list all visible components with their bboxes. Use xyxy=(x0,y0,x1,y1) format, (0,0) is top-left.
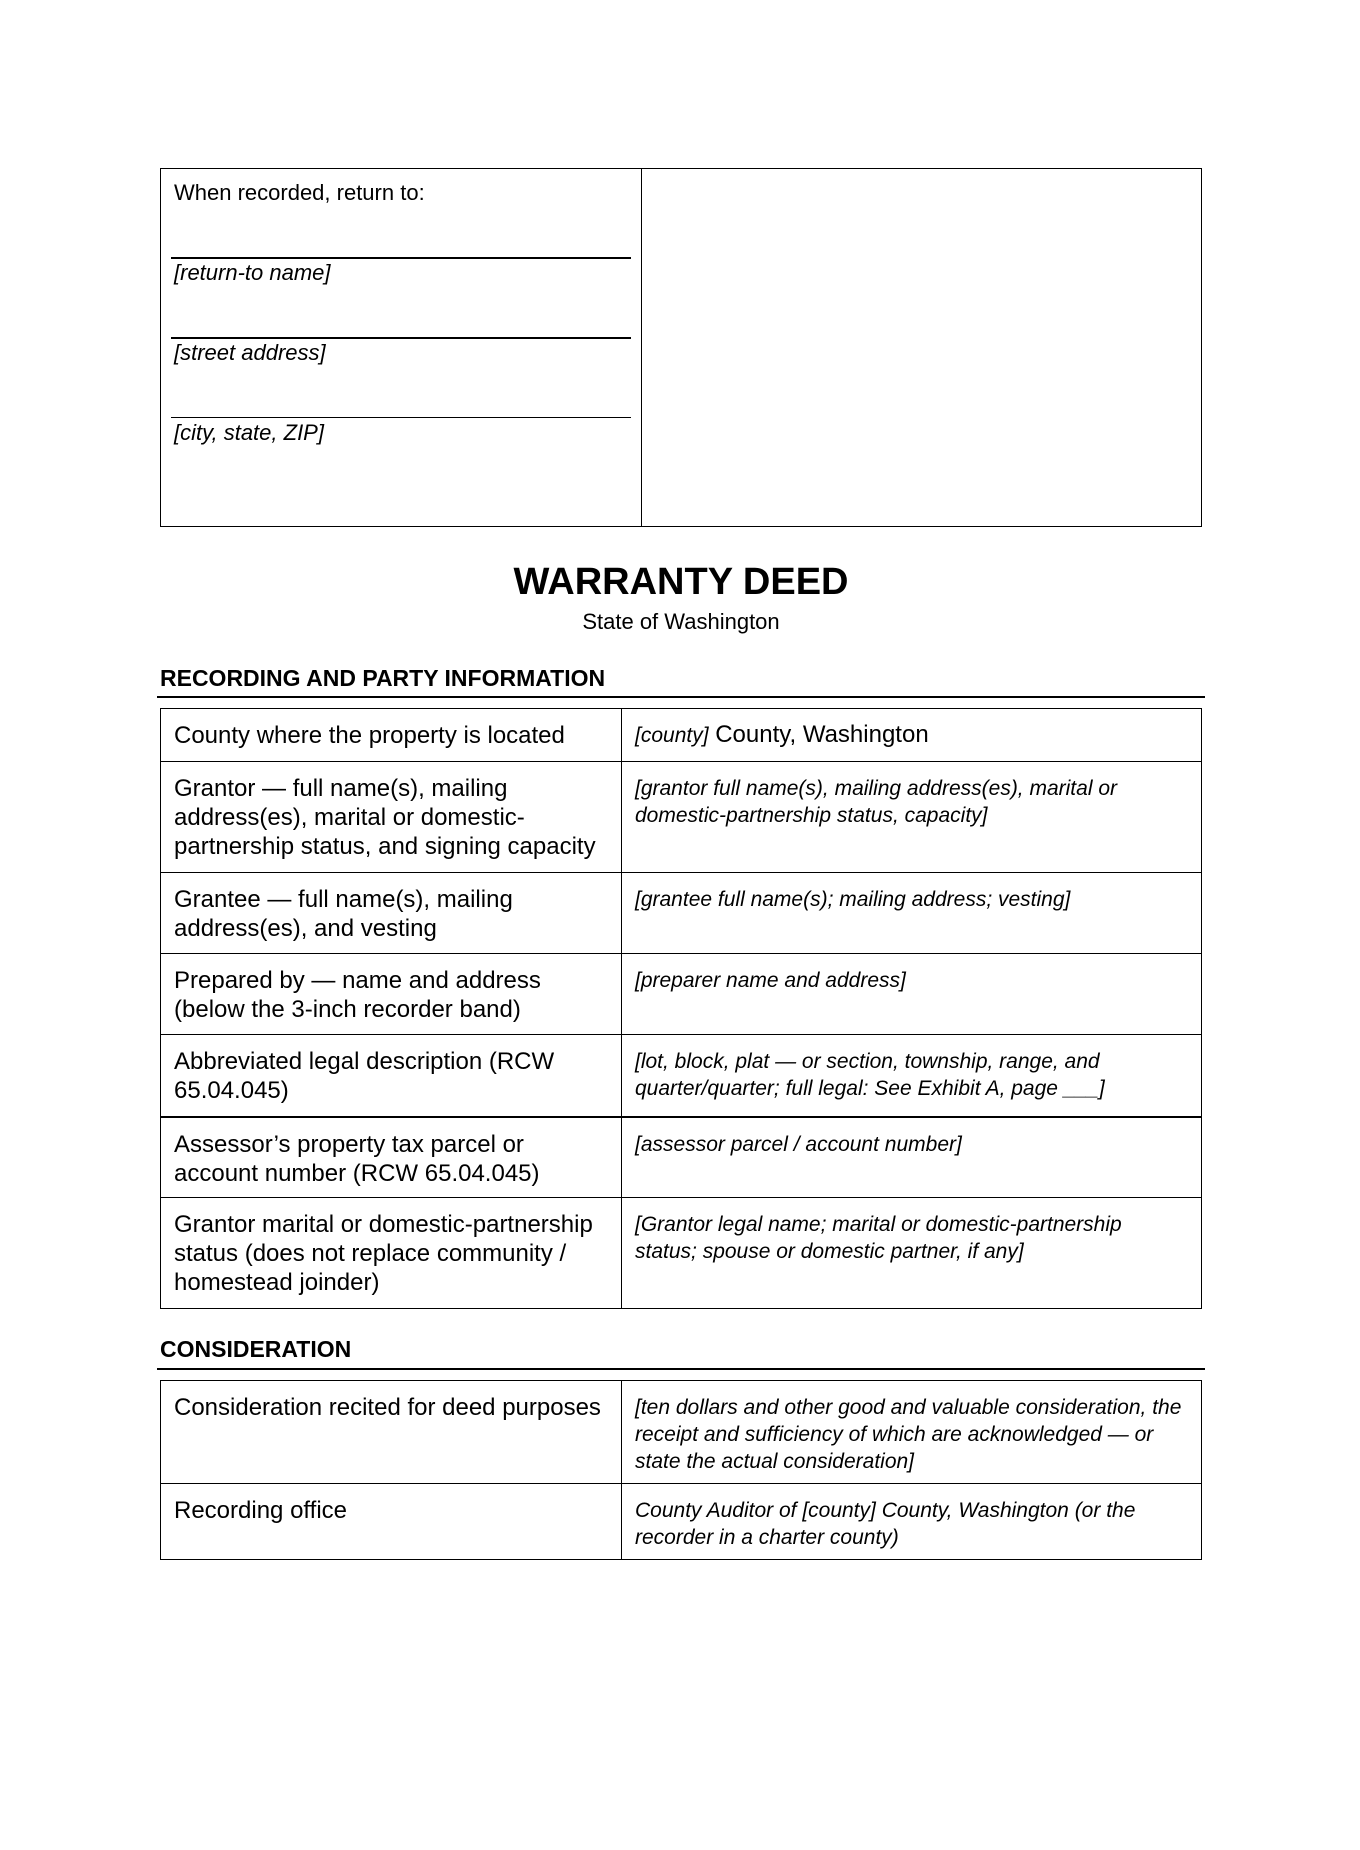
table-row xyxy=(161,1484,1202,1560)
consideration-table xyxy=(160,1380,1202,1560)
table-row xyxy=(161,709,1202,762)
row-value xyxy=(622,709,1202,762)
document-subtitle: State of Washington xyxy=(582,609,780,634)
return-name-placeholder: [return-to name] xyxy=(174,260,331,285)
section-rule-party xyxy=(157,696,1205,698)
row-value: [grantor full name(s), mailing address(es), marital or domestic-partnership status, capacity] xyxy=(622,762,1202,873)
county-placeholder: [county] xyxy=(635,724,709,747)
row-label: Grantee — full name(s), mailing address(es), and vesting xyxy=(161,873,622,954)
party-info-table xyxy=(160,708,1202,1309)
document-title: WARRANTY DEED xyxy=(513,561,849,603)
table-row xyxy=(161,873,1202,954)
row-value: [assessor parcel / account number] xyxy=(622,1117,1202,1198)
row-label: Recording office xyxy=(161,1484,622,1560)
county-suffix: County, Washington xyxy=(708,721,929,748)
row-label: Grantor marital or domestic-partnership status (does not replace community / homestead joinder) xyxy=(161,1198,622,1309)
row-value: [Grantor legal name; marital or domestic-partnership status; spouse or domestic partner, if any] xyxy=(622,1198,1202,1309)
return-name-line xyxy=(171,257,631,259)
row-label: Assessor’s property tax parcel or account number (RCW 65.04.045) xyxy=(161,1117,622,1198)
row-value: County Auditor of [county] County, Washington (or the recorder in a charter county) xyxy=(622,1484,1202,1560)
section-heading-consideration: CONSIDERATION xyxy=(160,1336,352,1362)
street-address-placeholder: [street address] xyxy=(174,340,326,365)
row-value: [lot, block, plat — or section, township, range, and quarter/quarter; full legal: See Exhibit A, page ___] xyxy=(622,1035,1202,1117)
row-label: Prepared by — name and address (below the 3-inch recorder band) xyxy=(161,954,622,1035)
row-label: Grantor — full name(s), mailing address(es), marital or domestic-partnership status, and signing capacity xyxy=(161,762,622,873)
table-row xyxy=(161,762,1202,873)
section-rule-consideration xyxy=(157,1368,1205,1370)
city-state-zip-placeholder: [city, state, ZIP] xyxy=(174,420,324,445)
table-row xyxy=(161,1035,1202,1117)
row-value: [ten dollars and other good and valuable consideration, the receipt and sufficiency of which are acknowledged — or state the actual consideration] xyxy=(622,1381,1202,1484)
row-label: Consideration recited for deed purposes xyxy=(161,1381,622,1484)
row-label: Abbreviated legal description (RCW 65.04.045) xyxy=(161,1035,622,1117)
table-row xyxy=(161,1381,1202,1484)
row-value: [preparer name and address] xyxy=(622,954,1202,1035)
table-row xyxy=(161,1198,1202,1309)
recording-box-divider xyxy=(641,168,642,527)
street-address-line xyxy=(171,337,631,339)
section-heading-party: RECORDING AND PARTY INFORMATION xyxy=(160,665,606,691)
row-value: [grantee full name(s); mailing address; vesting] xyxy=(622,873,1202,954)
table-row xyxy=(161,954,1202,1035)
table-row xyxy=(161,1117,1202,1198)
return-to-label: When recorded, return to: xyxy=(174,180,425,205)
row-label: County where the property is located xyxy=(161,709,622,762)
city-state-zip-line xyxy=(171,417,631,418)
